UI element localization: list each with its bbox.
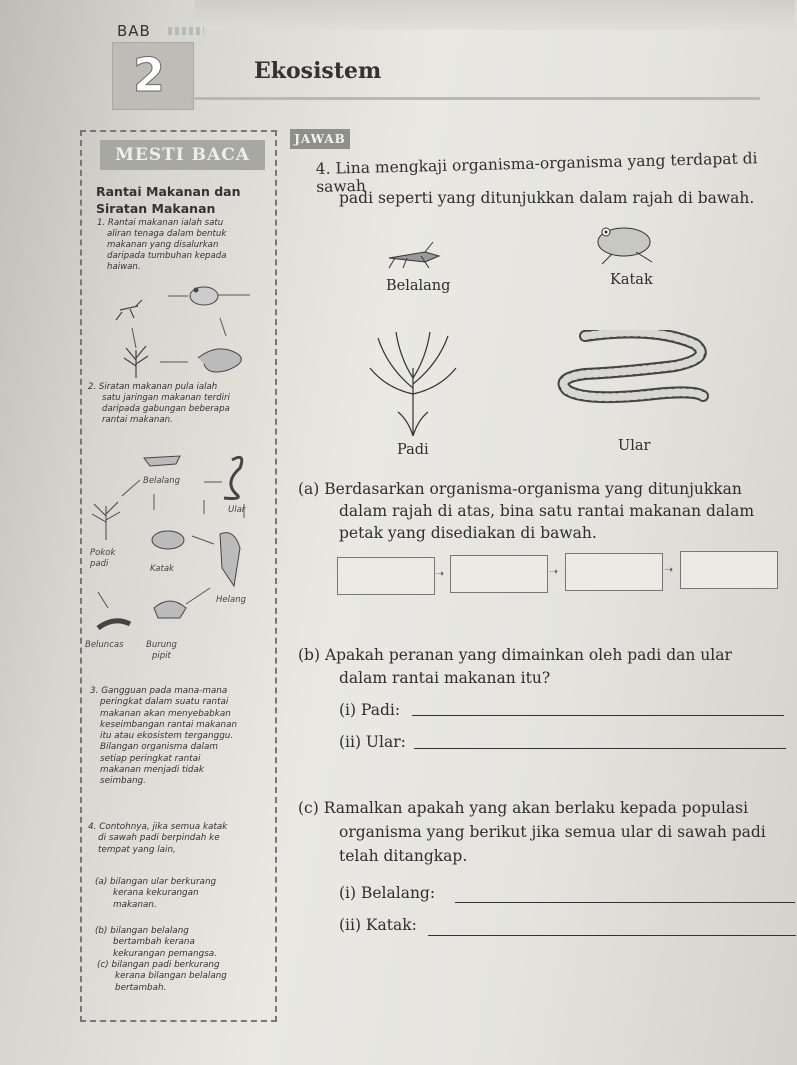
paddy-icon — [92, 502, 120, 540]
sidebar-point-1 — [97, 218, 262, 273]
answer-line-ular[interactable] — [414, 747, 786, 749]
question-a-line1: (a) Berdasarkan organisma-organisma yang ditunjukkan — [298, 480, 742, 498]
food-chain-box-1[interactable] — [337, 557, 435, 595]
eagle-icon — [220, 533, 240, 586]
text-line: di sawah padi berpindah ke — [98, 833, 220, 844]
snake-icon — [224, 457, 242, 498]
frog-icon — [592, 218, 662, 268]
text-line: daripada gabungan beberapa — [102, 404, 230, 414]
question-b-i-label: (i) Padi: — [339, 701, 401, 719]
question-c-line1: (c) Ramalkan apakah yang akan berlaku kepada populasi — [298, 799, 749, 817]
label-belalang: Belalang — [143, 476, 180, 486]
label-katak: Katak — [150, 564, 174, 574]
text-line: makanan akan menyebabkan — [100, 708, 231, 719]
text-line: Burung — [146, 640, 177, 650]
label-beluncas: Beluncas — [85, 640, 124, 650]
food-chain-cycle-illustration — [108, 278, 258, 383]
label-padi: Padi — [397, 442, 429, 458]
sidebar-point-4b — [95, 926, 260, 960]
text-line: rantai makanan. — [102, 415, 173, 425]
frog-icon — [190, 287, 218, 305]
food-chain-box-2[interactable] — [450, 555, 548, 593]
answer-line-katak[interactable] — [428, 934, 796, 936]
label-helang: Helang — [216, 595, 246, 605]
sidebar-point-4c — [97, 960, 262, 994]
sidebar-heading-line2: Siratan Makanan — [96, 201, 216, 216]
arrow-icon: ➝ — [664, 563, 674, 576]
sidebar-point-3 — [90, 686, 255, 788]
paddy-icon — [368, 328, 458, 438]
text-line: tempat yang lain, — [98, 844, 176, 855]
text-line: keseimbangan rantai makanan — [100, 719, 238, 730]
text-line: kerana kekurangan — [113, 888, 199, 899]
sidebar-point-4 — [88, 822, 253, 856]
text-line: (a) bilangan ular berkurang — [95, 877, 217, 887]
text-line: 3. Gangguan pada mana-mana — [90, 686, 228, 696]
text-line: seimbang. — [100, 776, 146, 787]
text-line: bertambah kerana — [113, 937, 195, 948]
chapter-number: 2 — [133, 48, 166, 102]
sidebar-point-4a — [95, 877, 260, 911]
food-chain-box-4[interactable] — [680, 551, 778, 589]
question-a-line2: dalam rajah di atas, bina satu rantai makanan dalam — [339, 502, 755, 520]
text-line: pipit — [152, 651, 171, 661]
text-line: peringkat dalam suatu rantai — [100, 697, 229, 708]
snake-icon — [198, 349, 241, 372]
text-line: itu atau ekosistem terganggu. — [100, 731, 234, 742]
answer-line-padi[interactable] — [412, 714, 784, 716]
label-belalang: Belalang — [386, 278, 451, 294]
text-line: kekurangan pemangsa. — [113, 948, 217, 959]
text-line: setiap peringkat rantai — [100, 753, 201, 764]
sidebar-point-2 — [88, 382, 253, 426]
snake-icon — [545, 330, 715, 410]
text-line: 4. Contohnya, jika semua katak — [88, 822, 228, 832]
arrow-icon: ➝ — [435, 567, 445, 580]
text-line: (c) bilangan padi berkurang — [97, 960, 220, 970]
text-line: haiwan. — [107, 262, 141, 272]
grasshopper-icon — [116, 300, 142, 320]
header-rule — [190, 97, 760, 100]
question-4-line2: padi seperti yang ditunjukkan dalam rajah di bawah. — [339, 189, 755, 207]
sidebar-heading-line1: Rantai Makanan dan — [96, 184, 241, 199]
sidebar-heading — [96, 183, 271, 217]
label-burung-pipit — [146, 640, 177, 662]
question-c-line2: organisma yang berikut jika semua ular di sawah padi — [339, 823, 766, 841]
label-ular: Ular — [228, 505, 246, 515]
arrow-icon: ➝ — [549, 565, 559, 578]
question-c-line3: telah ditangkap. — [339, 847, 468, 865]
header-band — [195, 0, 795, 30]
text-line: kerana bilangan belalang — [115, 971, 227, 982]
text-line: makanan menjadi tidak — [100, 765, 204, 776]
grasshopper-icon — [385, 238, 445, 270]
text-line: Pokok — [90, 548, 116, 558]
grasshopper-icon — [144, 456, 180, 466]
food-chain-box-3[interactable] — [565, 553, 663, 591]
label-pokok-padi — [90, 548, 115, 570]
text-line: satu jaringan makanan terdiri — [102, 393, 230, 403]
text-line: 2. Siratan makanan pula ialah — [88, 382, 218, 392]
text-line: (b) bilangan belalang — [95, 926, 189, 936]
question-b-line1: (b) Apakah peranan yang dimainkan oleh padi dan ular — [298, 646, 732, 664]
text-line: 1. Rantai makanan ialah satu — [97, 218, 224, 228]
jawab-badge: JAWAB — [290, 129, 350, 149]
text-line: Bilangan organisma dalam — [100, 742, 218, 753]
label-katak: Katak — [610, 272, 653, 288]
question-a-line3: petak yang disediakan di bawah. — [339, 524, 597, 542]
paddy-icon — [124, 346, 148, 378]
bab-label: BAB — [117, 22, 151, 40]
text-line: bertambah. — [115, 982, 167, 993]
question-c-i-label: (i) Belalang: — [339, 884, 436, 902]
bird-icon — [154, 601, 186, 618]
label-ular: Ular — [618, 438, 651, 454]
bab-dots — [168, 27, 204, 35]
question-4-line1: 4. Lina mengkaji organisma-organisma yang terdapat di sawah — [315, 149, 758, 196]
text-line: padi — [90, 559, 109, 569]
chapter-title: Ekosistem — [254, 58, 382, 84]
answer-line-belalang[interactable] — [455, 901, 795, 903]
question-c-ii-label: (ii) Katak: — [339, 916, 417, 934]
question-b-line2: dalam rantai makanan itu? — [339, 669, 551, 687]
caterpillar-icon — [98, 621, 130, 628]
frog-icon — [152, 531, 184, 549]
question-b-ii-label: (ii) Ular: — [339, 733, 406, 751]
mesti-baca-badge: MESTI BACA — [100, 140, 265, 170]
text-line: makanan. — [113, 899, 157, 910]
text-line: daripada tumbuhan kepada — [107, 251, 227, 261]
text-line: aliran tenaga dalam bentuk — [107, 229, 227, 239]
text-line: makanan yang disalurkan — [107, 240, 219, 250]
